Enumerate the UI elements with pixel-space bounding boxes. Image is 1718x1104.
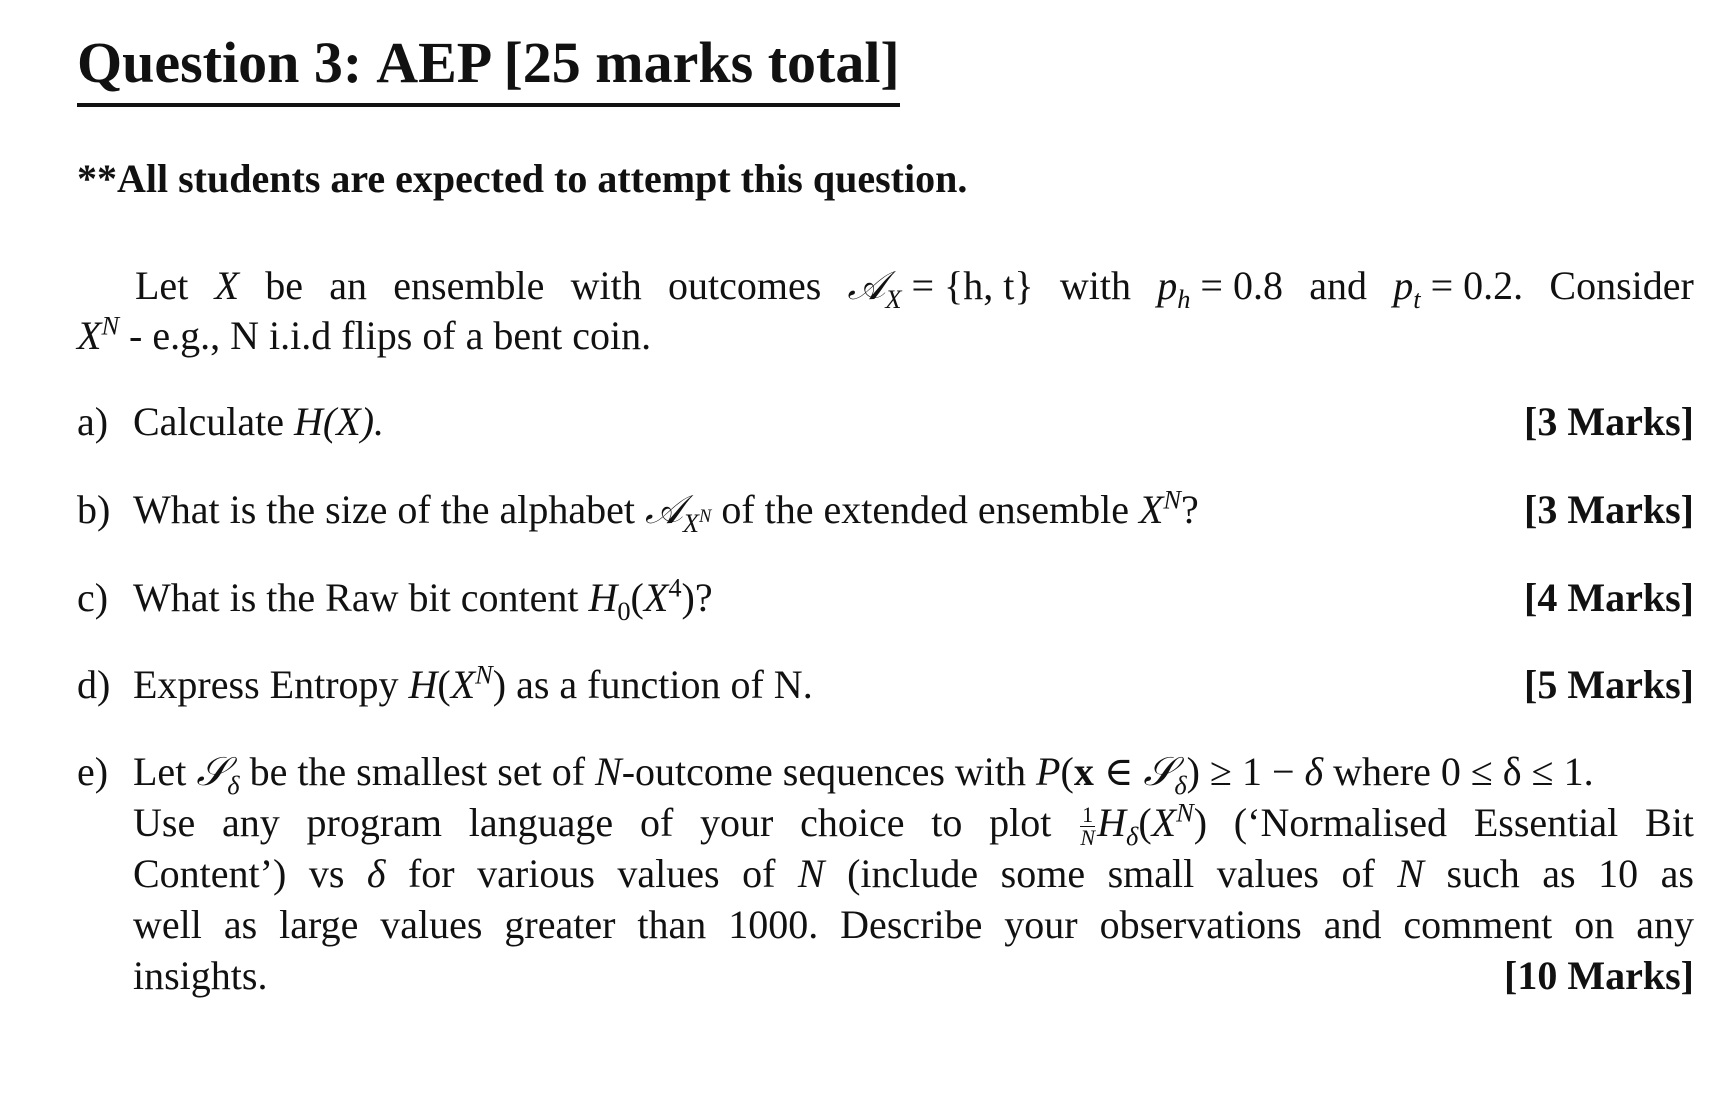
math-pt: $p_t = 0.2$. [1393,263,1524,314]
marks-badge: [10 Marks] [1504,953,1694,998]
intro-word: be [265,263,304,308]
part-e-word: as [1542,851,1576,896]
part-e-line-2 [133,799,1694,849]
math-n: N [595,749,622,794]
part-e-word: your [700,800,774,845]
part-c-text: What is the Raw bit content [133,575,589,620]
part-a [77,398,1694,445]
part-e-word: (include [847,851,979,896]
part-e-text: where 0 ≤ δ ≤ 1. [1323,749,1594,794]
intro-word: ensemble [393,263,545,308]
part-e-text: -outcome sequences with [621,749,1037,794]
math-xn: $X^N$? [1138,484,1199,532]
part-e-word: observations [1099,902,1302,947]
part-e-word: greater [504,902,616,947]
intro-line-2-text: - e.g., N i.i.d flips of a bent coin. [119,313,652,358]
heading-topic-marks: AEP [25 marks total] [376,30,900,95]
intro-word: outcomes [667,263,822,308]
part-e-word: 10 [1598,851,1639,896]
part-e-word: and [1323,902,1382,947]
part-e-word: (‘Normalised [1233,800,1448,845]
part-e-word: values [617,851,720,896]
part-d-text-2: as a function of N. [506,662,813,707]
part-e-word: any [1636,902,1694,947]
intro-line-1 [77,262,1694,314]
part-e-word: N [1397,851,1424,896]
pt-value: = 0.2. [1430,263,1524,308]
part-d [77,661,1694,708]
part-e-line-4 [133,901,1694,948]
part-label: d) [77,662,111,707]
ph-value: = 0.8 [1200,263,1283,308]
marks-badge: [3 Marks] [1524,399,1694,444]
part-b-text: What is the size of the alphabet [133,487,646,532]
part-e-word: some [1000,851,1086,896]
part-a-text: Calculate [133,399,295,444]
part-e-word: values [380,902,483,947]
math-h0: $H_0(X^4)$? [588,572,713,626]
part-e-word: than [637,902,707,947]
marks-badge: [5 Marks] [1524,662,1694,707]
part-e-word: on [1574,902,1615,947]
intro-word: with [570,263,642,308]
intro-word: Consider [1549,263,1694,308]
attempt-notice: **All students are expected to attempt this question. [77,156,968,201]
part-e-word: as [1660,851,1694,896]
part-e-line-3 [133,850,1694,897]
math-hxn: $H(X^N)$ [408,659,507,707]
part-b-text-2: of the extended ensemble [711,487,1139,532]
part-e-word: of [742,851,776,896]
math-x: X [214,263,239,308]
part-e-text: be the smallest set of [239,749,596,794]
part-label: e) [77,749,109,794]
part-e-word: choice [800,800,905,845]
part-e-line-1 [133,748,1694,800]
part-e-word: program [306,800,443,845]
part-e-word: any [221,800,280,845]
intro-line-2: $X^N - e.g$., N i.i.d flips of a bent coin. [77,310,652,358]
part-e-word: δ [366,851,386,896]
math-probability: P(x ∈ 𝒮$_\delta$) ≥ 1 − δ [1036,749,1324,800]
part-e-word: Bit [1645,800,1694,845]
part-label: b) [77,487,111,532]
outcome-set: = {h, t} [911,263,1034,308]
part-label: c) [77,575,109,620]
question-heading [77,30,900,107]
math-s-delta: 𝒮$_\delta$ [196,749,240,800]
part-e-word: your [1004,902,1078,947]
intro-word: with [1059,263,1131,308]
part-e-word: Describe [840,902,983,947]
marks-badge: [3 Marks] [1524,487,1694,532]
part-e-word: Essential [1473,800,1619,845]
part-e-word: Use [133,800,196,845]
part-e-word: for [407,851,455,896]
intro-word: and [1309,263,1367,308]
part-e-word: plot [989,800,1052,845]
part-e-word: 1000. [728,902,819,947]
part-e-word: as [223,902,258,947]
part-e-word: N [797,851,825,896]
part-e-word: values [1216,851,1319,896]
part-e-word: various [477,851,595,896]
part-label: a) [77,399,109,444]
part-e-text: Let [133,749,197,794]
part-e-text: insights. [133,953,268,998]
part-e-word: of [639,800,674,845]
part-d-text: Express Entropy [133,662,409,707]
part-e-word: comment [1403,902,1553,947]
intro-word: an [329,263,368,308]
intro-word: Let [135,263,189,308]
math-ph: $p_h = 0.8$ [1157,263,1283,314]
part-e-word: of [1341,851,1375,896]
part-c [77,572,1694,626]
part-e-word: large [279,902,359,947]
marks-badge: [4 Marks] [1524,575,1694,620]
math-hx: H(X). [294,399,385,444]
part-e-word: well [133,902,202,947]
part-e-word: small [1107,851,1195,896]
math-alphabet-xn: 𝒜$_{X^N}$ [645,487,712,538]
math-normalised-essential-bit-content: $\frac{1}{N}$ $H_\delta(X^N)$ [1080,797,1208,851]
part-e-word: Content’) [133,851,287,896]
part-b [77,484,1694,538]
part-e-line-5 [133,952,1694,999]
part-e-word: such [1446,851,1520,896]
math-alphabet-x: 𝒜$_X$ = {h, t} [847,263,1034,314]
part-e-word: language [468,800,614,845]
part-e-word: vs [308,851,345,896]
heading-question-number: Question 3: [77,30,363,95]
part-e-word: to [931,800,963,845]
